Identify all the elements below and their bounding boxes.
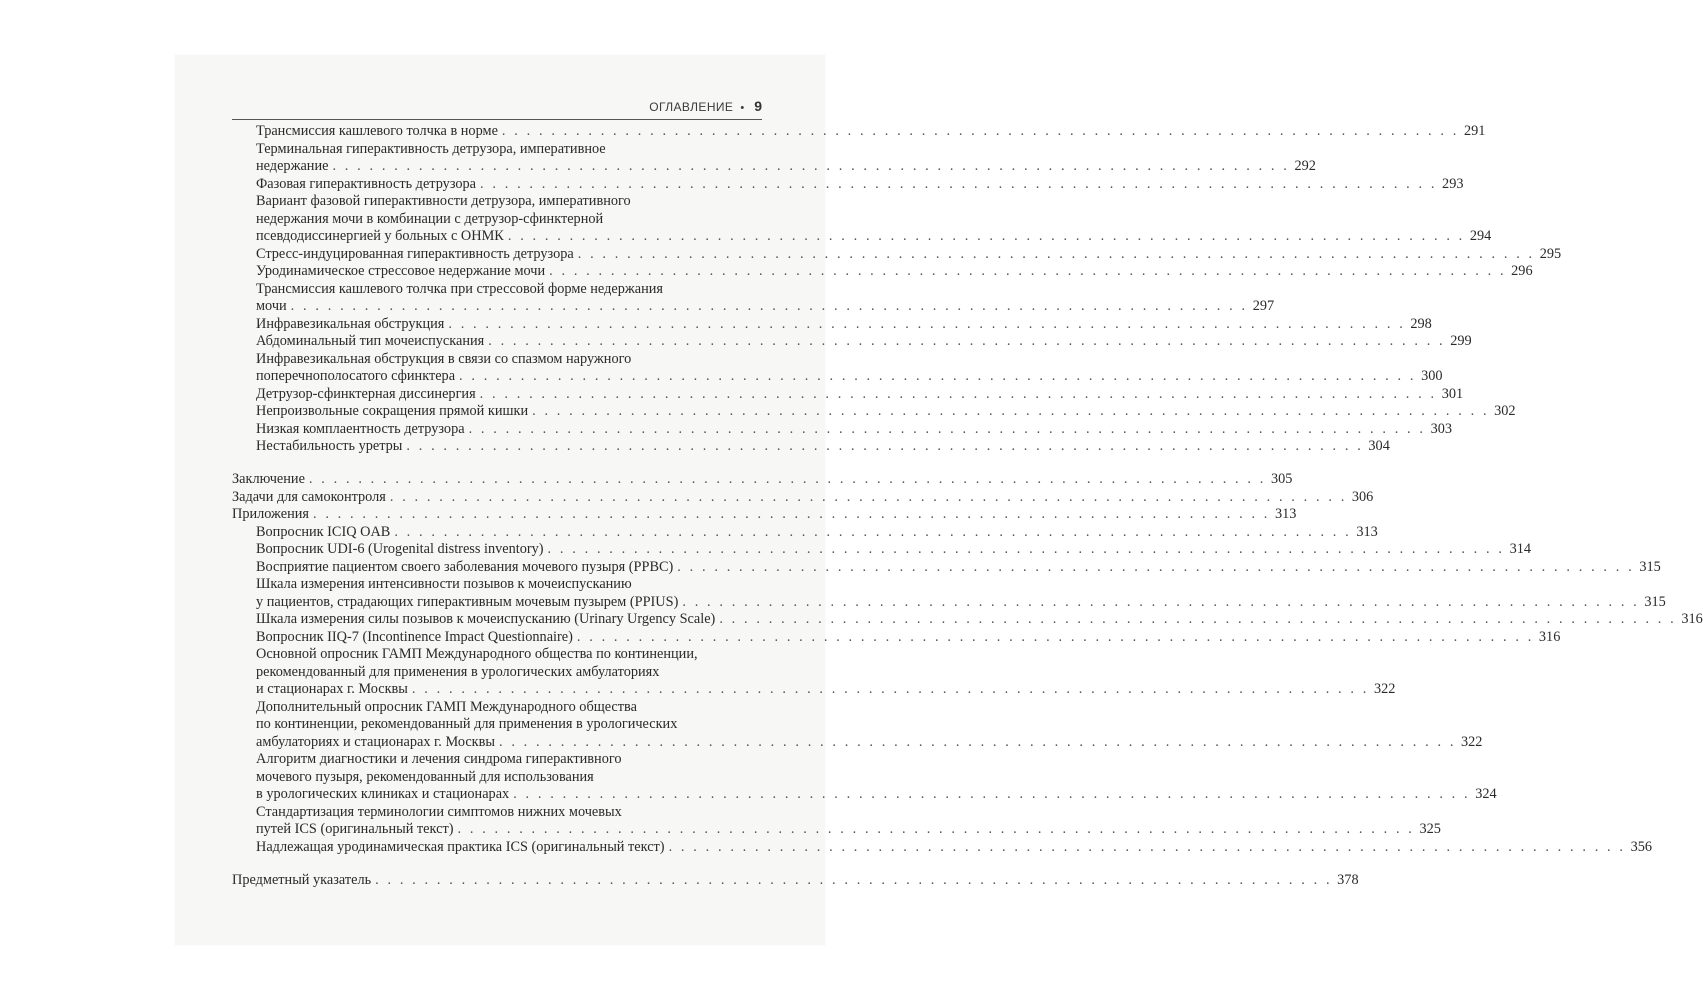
toc-entry-text: недержания мочи в комбинации с детрузор-сфинктерной xyxy=(256,210,604,227)
toc-entry-row xyxy=(256,838,1653,857)
dot-leader: . . . . . . . . . . . . . . . . . . . . . . . . . . . . . . . . . . . . . . . . . . . . . . . . . . . . . . . . . . . . . . . . . . . . . . . . . . . . . . xyxy=(457,821,1415,838)
toc-entry xyxy=(256,523,1378,542)
toc-entry-row xyxy=(256,628,1561,647)
toc-entry xyxy=(256,751,1497,804)
toc-entry-row xyxy=(256,420,1453,439)
toc-entry-text: Вопросник UDI-6 (Urogenital distress inventory) xyxy=(256,541,544,558)
toc-entry-text: Абдоминальный тип мочеиспускания xyxy=(256,333,485,349)
toc-entry-text: Фазовая гиперактивность детрузора xyxy=(256,175,477,192)
toc-entry-row xyxy=(256,733,1483,752)
toc-entry xyxy=(256,576,1666,611)
toc-entry-text: Инфравезикальная обструкция xyxy=(256,315,445,332)
toc-entry xyxy=(256,558,1661,577)
toc-page-number: 293 xyxy=(1442,175,1464,192)
toc-entry-row xyxy=(256,611,1703,629)
toc-entry xyxy=(232,872,1359,890)
toc-page-number: 294 xyxy=(1469,228,1492,244)
toc-entry xyxy=(256,350,1443,386)
toc-entry-text: Уродинамическое стрессовое недержание мочи xyxy=(256,263,546,279)
toc-entry-row xyxy=(256,385,1464,404)
header-rule xyxy=(232,119,762,120)
toc-entry xyxy=(256,140,1316,176)
toc-page-number: 295 xyxy=(1539,245,1562,262)
toc-entry-text: Вариант фазовой гиперактивности детрузора, императивного xyxy=(256,193,631,209)
dot-leader: . . . . . . . . . . . . . . . . . . . . . . . . . . . . . . . . . . . . . . . . . . . . . . . . . . . . . . . . . . . . . . . . . . . . . . . . . . . . . . xyxy=(375,872,1333,888)
toc-entry-text: у пациентов, страдающих гиперактивным мочевым пузырем (PPIUS) xyxy=(256,593,679,610)
toc-entry-row xyxy=(256,175,1464,194)
toc-entry xyxy=(256,420,1453,439)
toc-entry-row xyxy=(256,228,1492,246)
dot-leader: . . . . . . . . . . . . . . . . . . . . . . . . . . . . . . . . . . . . . . . . . . . . . . . . . . . . . . . . . . . . . . . . . . . . . . . . . . . . . . xyxy=(389,488,1347,505)
dot-leader: . . . . . . . . . . . . . . . . . . . . . . . . . . . . . . . . . . . . . . . . . . . . . . . . . . . . . . . . . . . . . . . . . . . . . . . . . . . . . . xyxy=(468,420,1426,437)
toc-entry xyxy=(256,611,1703,629)
toc-page-number: 316 xyxy=(1538,628,1561,645)
toc-entry-text: Шкала измерения интенсивности позывов к мочеиспусканию xyxy=(256,576,632,593)
toc-page-number: 299 xyxy=(1450,333,1472,349)
toc-entry-text: Трансмиссия кашлевого толчка в норме xyxy=(256,123,498,139)
toc-page-number: 292 xyxy=(1294,158,1316,174)
toc-entry-text: в урологических клиниках и стационарах xyxy=(256,786,510,803)
toc-entry xyxy=(256,245,1562,264)
toc-page-number: 356 xyxy=(1630,838,1653,855)
toc-entry-row xyxy=(256,263,1533,281)
dot-leader: . . . . . . . . . . . . . . . . . . . . . . . . . . . . . . . . . . . . . . . . . . . . . . . . . . . . . . . . . . . . . . . . . . . . . . . . . . . . . . xyxy=(479,385,1437,402)
toc-entry-row xyxy=(256,593,1666,612)
toc-entry xyxy=(256,333,1472,351)
toc-entry-text: Низкая комплаентность детрузора xyxy=(256,420,465,437)
toc-entry-text: Стресс-индуцированная гиперактивность детрузора xyxy=(256,245,574,262)
toc-entry-row xyxy=(256,438,1390,456)
toc-entry xyxy=(256,315,1432,334)
toc-page-number: 315 xyxy=(1644,593,1666,610)
toc-entry-row xyxy=(256,821,1441,839)
toc-entry-text: по континенции, рекомендованный для применения в урологических xyxy=(256,716,678,733)
toc-entry-text: амбулаториях и стационарах г. Москвы xyxy=(256,733,495,750)
dot-leader: . . . . . . . . . . . . . . . . . . . . . . . . . . . . . . . . . . . . . . . . . . . . . . . . . . . . . . . . . . . . . . . . . . . . . . . . . . . . . . xyxy=(411,681,1369,698)
toc-page-number: 314 xyxy=(1509,541,1532,558)
dot-leader: . . . . . . . . . . . . . . . . . . . . . . . . . . . . . . . . . . . . . . . . . . . . . . . . . . . . . . . . . . . . . . . . . . . . . . . . . . . . . . xyxy=(308,471,1266,488)
toc-entry xyxy=(256,698,1483,752)
toc-page-number: 315 xyxy=(1639,558,1661,575)
dot-leader: . . . . . . . . . . . . . . . . . . . . . . . . . . . . . . . . . . . . . . . . . . . . . . . . . . . . . . . . . . . . . . . . . . . . . . . . . . . . . . xyxy=(576,628,1534,645)
toc-entry-text: Восприятие пациентом своего заболевания мочевого пузыря (PPBC) xyxy=(256,558,674,575)
dot-leader: . . . . . . . . . . . . . . . . . . . . . . . . . . . . . . . . . . . . . . . . . . . . . . . . . . . . . . . . . . . . . . . . . . . . . . . . . . . . . . xyxy=(719,611,1677,628)
toc-page-number: 296 xyxy=(1511,263,1533,279)
toc-entry xyxy=(256,628,1561,647)
toc-entry-text: Дополнительный опросник ГАМП Международного общества xyxy=(256,698,637,715)
dot-leader: . . . . . . . . . . . . . . . . . . . . . . . . . . . . . . . . . . . . . . . . . . . . . . . . . . . . . . . . . . . . . . . . . . . . . . . . . . . . . . xyxy=(312,506,1270,523)
toc-page-number: 301 xyxy=(1441,385,1464,402)
toc-entry xyxy=(256,403,1516,421)
toc-entry-row xyxy=(256,368,1443,386)
toc-entry-row xyxy=(256,158,1316,176)
toc-entry-text: поперечнополосатого сфинктера xyxy=(256,368,456,384)
toc-entry-text: Шкала измерения силы позывов к мочеиспусканию (Urinary Urgency Scale) xyxy=(256,611,716,628)
toc-entry-text: путей ICS (оригинальный текст) xyxy=(256,821,454,838)
toc-entry-text: Терминальная гиперактивность детрузора, императивное xyxy=(256,140,606,157)
toc-entry-row xyxy=(256,403,1516,421)
toc-entry xyxy=(232,471,1293,489)
toc-entry-row xyxy=(256,245,1562,264)
toc-entry-text: Стандартизация терминологии симптомов нижних мочевых xyxy=(256,803,622,820)
dot-leader: . . . . . . . . . . . . . . . . . . . . . . . . . . . . . . . . . . . . . . . . . . . . . . . . . . . . . . . . . . . . . . . . . . . . . . . . . . . . . . xyxy=(547,541,1505,558)
toc-page-number: 316 xyxy=(1681,611,1703,628)
toc-entry-text: Нестабильность уретры xyxy=(256,438,403,454)
toc-entry-row xyxy=(256,681,1396,699)
dot-leader: . . . . . . . . . . . . . . . . . . . . . . . . . . . . . . . . . . . . . . . . . . . . . . . . . . . . . . . . . . . . . . . . . . . . . . . . . . . . . . xyxy=(290,298,1248,314)
toc-entry-text: Заключение xyxy=(232,471,305,488)
dot-leader: . . . . . . . . . . . . . . . . . . . . . . . . . . . . . . . . . . . . . . . . . . . . . . . . . . . . . . . . . . . . . . . . . . . . . . . . . . . . . . xyxy=(448,315,1406,332)
toc-entry-text: Вопросник ICIQ OAB xyxy=(256,523,391,540)
toc-entry-row xyxy=(232,488,1374,507)
toc-page-number: 300 xyxy=(1421,368,1443,384)
toc-page-number: 322 xyxy=(1373,681,1396,698)
toc-entry-row xyxy=(232,471,1293,489)
dot-leader: . . . . . . . . . . . . . . . . . . . . . . . . . . . . . . . . . . . . . . . . . . . . . . . . . . . . . . . . . . . . . . . . . . . . . . . . . . . . . . xyxy=(677,558,1635,575)
toc-page-number: 304 xyxy=(1368,438,1390,454)
dot-leader: . . . . . . . . . . . . . . . . . . . . . . . . . . . . . . . . . . . . . . . . . . . . . . . . . . . . . . . . . . . . . . . . . . . . . . . . . . . . . . xyxy=(577,245,1535,262)
toc-entry xyxy=(256,263,1533,281)
toc-entry-row xyxy=(256,315,1432,334)
toc-page-number: 306 xyxy=(1351,488,1374,505)
toc-entry xyxy=(256,123,1486,141)
toc-entry xyxy=(256,280,1275,316)
dot-leader: . . . . . . . . . . . . . . . . . . . . . . . . . . . . . . . . . . . . . . . . . . . . . . . . . . . . . . . . . . . . . . . . . . . . . . . . . . . . . . xyxy=(507,228,1465,244)
toc-page-number: 313 xyxy=(1356,523,1378,540)
toc-entry-text: Надлежащая уродинамическая практика ICS (оригинальный текст) xyxy=(256,838,665,855)
toc-entry-text: Приложения xyxy=(232,506,309,523)
toc-entry-row xyxy=(256,541,1532,559)
toc-page-number: 322 xyxy=(1461,733,1483,750)
toc-entry-row xyxy=(232,506,1297,524)
header-title: ОГЛАВЛЕНИЕ xyxy=(649,100,734,114)
toc-entry-row xyxy=(256,333,1472,351)
dot-leader: . . . . . . . . . . . . . . . . . . . . . . . . . . . . . . . . . . . . . . . . . . . . . . . . . . . . . . . . . . . . . . . . . . . . . . . . . . . . . . xyxy=(682,593,1640,610)
toc-entry xyxy=(256,541,1532,559)
header-bullet: • xyxy=(740,102,745,114)
toc-entry-text: Трансмиссия кашлевого толчка при стрессовой форме недержания xyxy=(256,280,663,297)
dot-leader: . . . . . . . . . . . . . . . . . . . . . . . . . . . . . . . . . . . . . . . . . . . . . . . . . . . . . . . . . . . . . . . . . . . . . . . . . . . . . . xyxy=(394,523,1352,540)
toc-entry xyxy=(256,646,1396,699)
toc-entry-text: мочевого пузыря, рекомендованный для использования xyxy=(256,768,594,785)
toc-entry-text: Непроизвольные сокращения прямой кишки xyxy=(256,403,529,419)
dot-leader: . . . . . . . . . . . . . . . . . . . . . . . . . . . . . . . . . . . . . . . . . . . . . . . . . . . . . . . . . . . . . . . . . . . . . . . . . . . . . . xyxy=(532,403,1490,419)
dot-leader: . . . . . . . . . . . . . . . . . . . . . . . . . . . . . . . . . . . . . . . . . . . . . . . . . . . . . . . . . . . . . . . . . . . . . . . . . . . . . . xyxy=(459,368,1417,384)
toc-entry-row xyxy=(232,872,1359,890)
toc-entry-text: Основной опросник ГАМП Международного общества по континенции, xyxy=(256,646,698,663)
toc-entry-row xyxy=(256,786,1497,804)
toc-page-number: 298 xyxy=(1410,315,1432,332)
toc-page-number: 291 xyxy=(1463,123,1486,139)
dot-leader: . . . . . . . . . . . . . . . . . . . . . . . . . . . . . . . . . . . . . . . . . . . . . . . . . . . . . . . . . . . . . . . . . . . . . . . . . . . . . . xyxy=(488,333,1446,349)
toc-entry xyxy=(256,385,1464,404)
toc-entry xyxy=(256,838,1653,857)
toc-page-number: 302 xyxy=(1494,403,1516,419)
toc-entry-text: Предметный указатель xyxy=(232,872,372,888)
dot-leader: . . . . . . . . . . . . . . . . . . . . . . . . . . . . . . . . . . . . . . . . . . . . . . . . . . . . . . . . . . . . . . . . . . . . . . . . . . . . . . xyxy=(406,438,1364,454)
dot-leader: . . . . . . . . . . . . . . . . . . . . . . . . . . . . . . . . . . . . . . . . . . . . . . . . . . . . . . . . . . . . . . . . . . . . . . . . . . . . . . xyxy=(498,733,1456,750)
dot-leader: . . . . . . . . . . . . . . . . . . . . . . . . . . . . . . . . . . . . . . . . . . . . . . . . . . . . . . . . . . . . . . . . . . . . . . . . . . . . . . xyxy=(668,838,1626,855)
dot-leader: . . . . . . . . . . . . . . . . . . . . . . . . . . . . . . . . . . . . . . . . . . . . . . . . . . . . . . . . . . . . . . . . . . . . . . . . . . . . . . xyxy=(501,123,1459,139)
toc-page-number: 324 xyxy=(1475,786,1497,803)
toc-entry-text: недержание xyxy=(256,158,329,174)
toc-page-number: 378 xyxy=(1337,872,1359,888)
toc-page-number: 313 xyxy=(1274,506,1297,523)
toc-entry-text: мочи xyxy=(256,298,287,314)
toc-entry-text: Задачи для самоконтроля xyxy=(232,488,386,505)
toc-entry xyxy=(256,193,1492,246)
dot-leader: . . . . . . . . . . . . . . . . . . . . . . . . . . . . . . . . . . . . . . . . . . . . . . . . . . . . . . . . . . . . . . . . . . . . . . . . . . . . . . xyxy=(513,786,1471,803)
toc-entry-row xyxy=(256,558,1661,577)
toc-page-number: 303 xyxy=(1430,420,1453,437)
toc-entry-row xyxy=(256,123,1486,141)
dot-leader: . . . . . . . . . . . . . . . . . . . . . . . . . . . . . . . . . . . . . . . . . . . . . . . . . . . . . . . . . . . . . . . . . . . . . . . . . . . . . . xyxy=(549,263,1507,279)
toc-entry-text: и стационарах г. Москвы xyxy=(256,681,408,698)
toc-entry-text: Инфравезикальная обструкция в связи со спазмом наружного xyxy=(256,350,632,367)
toc-entry-text: Детрузор-сфинктерная диссинергия xyxy=(256,385,476,402)
dot-leader: . . . . . . . . . . . . . . . . . . . . . . . . . . . . . . . . . . . . . . . . . . . . . . . . . . . . . . . . . . . . . . . . . . . . . . . . . . . . . . xyxy=(480,175,1438,192)
toc-entry xyxy=(256,175,1464,194)
toc-entry-text: Вопросник IIQ-7 (Incontinence Impact Questionnaire) xyxy=(256,628,573,645)
toc-page-number: 325 xyxy=(1419,821,1441,838)
toc-page-number: 305 xyxy=(1270,471,1293,488)
toc-entry xyxy=(232,488,1374,507)
page-number: 9 xyxy=(754,98,762,114)
toc-entry xyxy=(232,506,1297,524)
toc-entry-row xyxy=(256,298,1275,316)
toc-entry-text: Алгоритм диагностики и лечения синдрома гиперактивного xyxy=(256,751,622,768)
toc-entry-text: псевдодиссинергией у больных с ОНМК xyxy=(256,228,504,244)
running-header xyxy=(232,98,762,118)
toc-entry-text: рекомендованный для применения в урологических амбулаториях xyxy=(256,663,660,680)
toc-entry xyxy=(256,438,1390,456)
toc-page-number: 297 xyxy=(1252,298,1275,314)
toc-entry xyxy=(256,803,1441,839)
toc-entry-row xyxy=(256,523,1378,542)
dot-leader: . . . . . . . . . . . . . . . . . . . . . . . . . . . . . . . . . . . . . . . . . . . . . . . . . . . . . . . . . . . . . . . . . . . . . . . . . . . . . . xyxy=(332,158,1290,174)
